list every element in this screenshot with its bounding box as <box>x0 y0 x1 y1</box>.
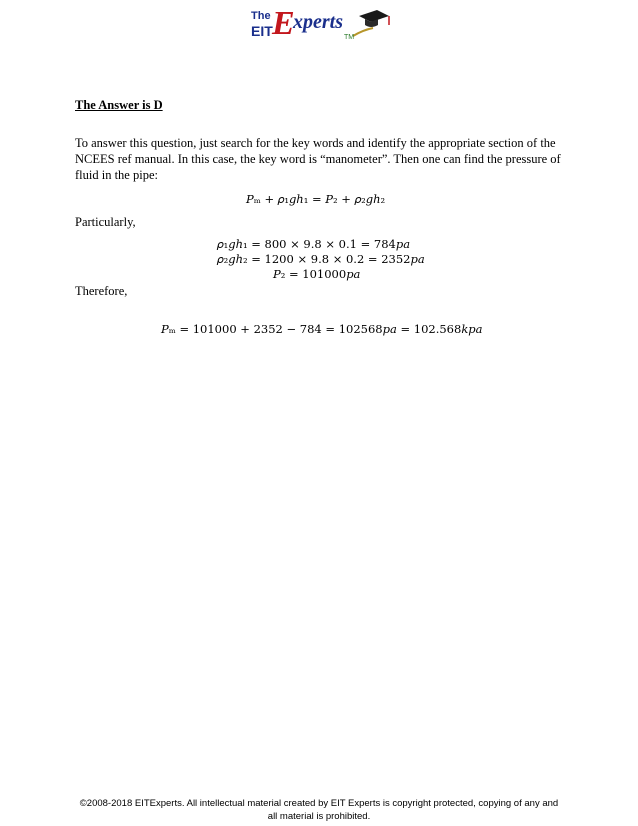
equation-result-pm: 𝑃ₘ = 101000 + 2352 − 784 = 102568𝑝𝑎 = 102.568𝑘𝑝𝑎 <box>161 322 483 336</box>
equation-rho1-g-h1: 𝜌₁𝑔ℎ₁ = 800 × 9.8 × 0.1 = 784𝑝𝑎 <box>217 237 411 251</box>
logo-the-text: The <box>251 10 271 22</box>
footer-line-1: ©2008-2018 EITExperts. All intellectual material created by EIT Experts is copyright protected, copying of any and <box>79 798 559 809</box>
logo-eit-text: EIT <box>251 23 273 39</box>
equation-pressure-balance: 𝑃ₘ + 𝜌₁𝑔ℎ₁ = 𝑃₂ + 𝜌₂𝑔ℎ₂ <box>246 192 386 206</box>
copyright-footer <box>60 797 578 823</box>
equation-rho2-g-h2: 𝜌₂𝑔ℎ₂ = 1200 × 9.8 × 0.2 = 2352𝑝𝑎 <box>217 252 425 266</box>
logo-trademark: TM <box>344 34 355 41</box>
answer-heading: The Answer is D <box>75 98 163 112</box>
equation-p2: 𝑃₂ = 101000𝑝𝑎 <box>273 267 361 281</box>
label-particularly: Particularly, <box>75 215 136 229</box>
eit-experts-logo <box>247 4 393 44</box>
footer-line-2: all material is prohibited. <box>267 811 371 822</box>
label-therefore: Therefore, <box>75 284 128 298</box>
logo-xperts-text: xperts <box>293 11 343 33</box>
graduation-cap-icon <box>351 8 391 38</box>
logo-big-letter: E <box>272 5 295 42</box>
explanation-paragraph: To answer this question, just search for the key words and identify the appropriate section of the NCEES ref manual. In this case, the key word is “manometer”. Then one can find the pressure of fluid in the pipe: <box>75 136 561 182</box>
